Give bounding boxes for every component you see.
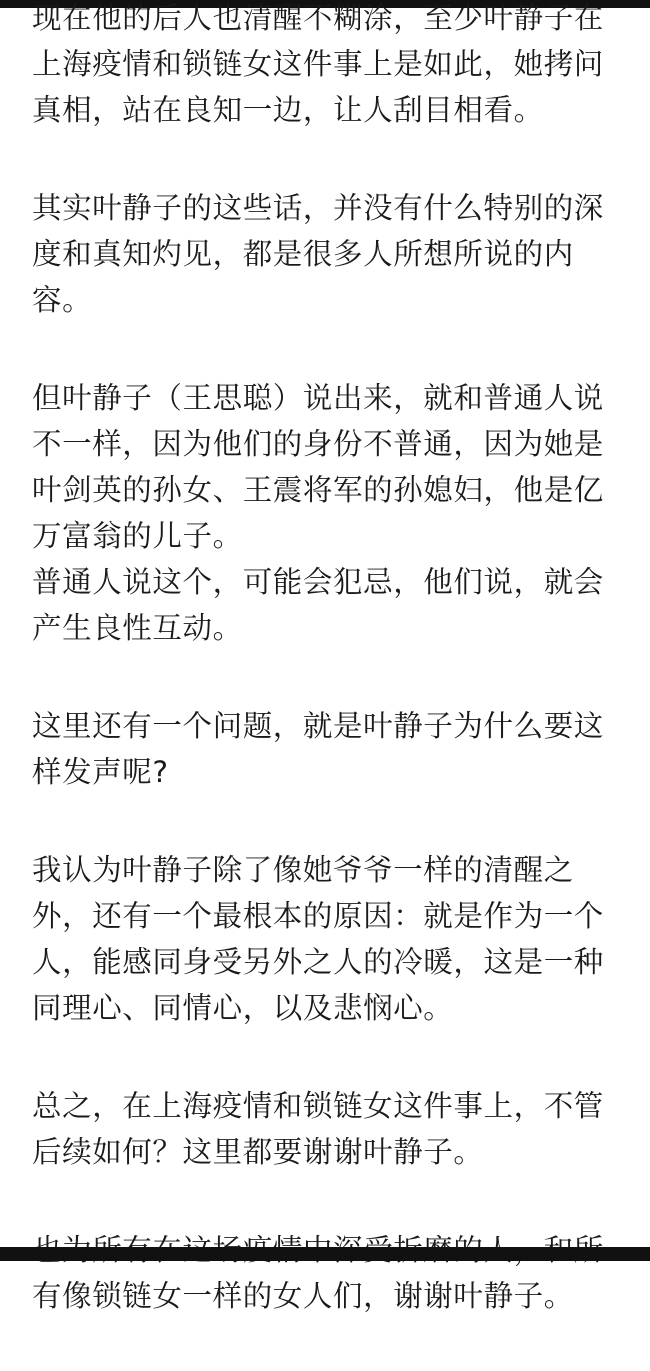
paragraph-4: 普通人说这个，可能会犯忌，他们说，就会产生良性互动。 <box>32 565 604 645</box>
paragraph-7: 总之，在上海疫情和锁链女这件事上，不管后续如何？这里都要谢谢叶静子。 <box>32 1089 604 1169</box>
paragraph-1: 现在他的后人也清醒不糊涂，至少叶静子在上海疫情和锁链女这件事上是如此，她拷问真相，站在良知一边，让人刮目相看。 <box>32 1 604 127</box>
article-body <box>32 0 628 1371</box>
paragraph-6: 我认为叶静子除了像她爷爷一样的清醒之外，还有一个最根本的原因：就是作为一个人，能感同身受另外之人的冷暖，这是一种同理心、同情心，以及悲悯心。 <box>32 853 604 1025</box>
paragraph-3: 但叶静子（王思聪）说出来，就和普通人说不一样，因为他们的身份不普通，因为她是叶剑英的孙女、王震将军的孙媳妇，他是亿万富翁的儿子。 <box>32 381 604 553</box>
paragraph-8: 有像锁链女一样的女人们，谢谢叶静子。 <box>32 1279 574 1313</box>
navigation-bar <box>0 1247 650 1261</box>
paragraph-2: 其实叶静子的这些话，并没有什么特别的深度和真知灼见，都是很多人所想所说的内容。 <box>32 191 604 317</box>
paragraph-5: 这里还有一个问题，就是叶静子为什么要这样发声呢? <box>32 709 604 789</box>
